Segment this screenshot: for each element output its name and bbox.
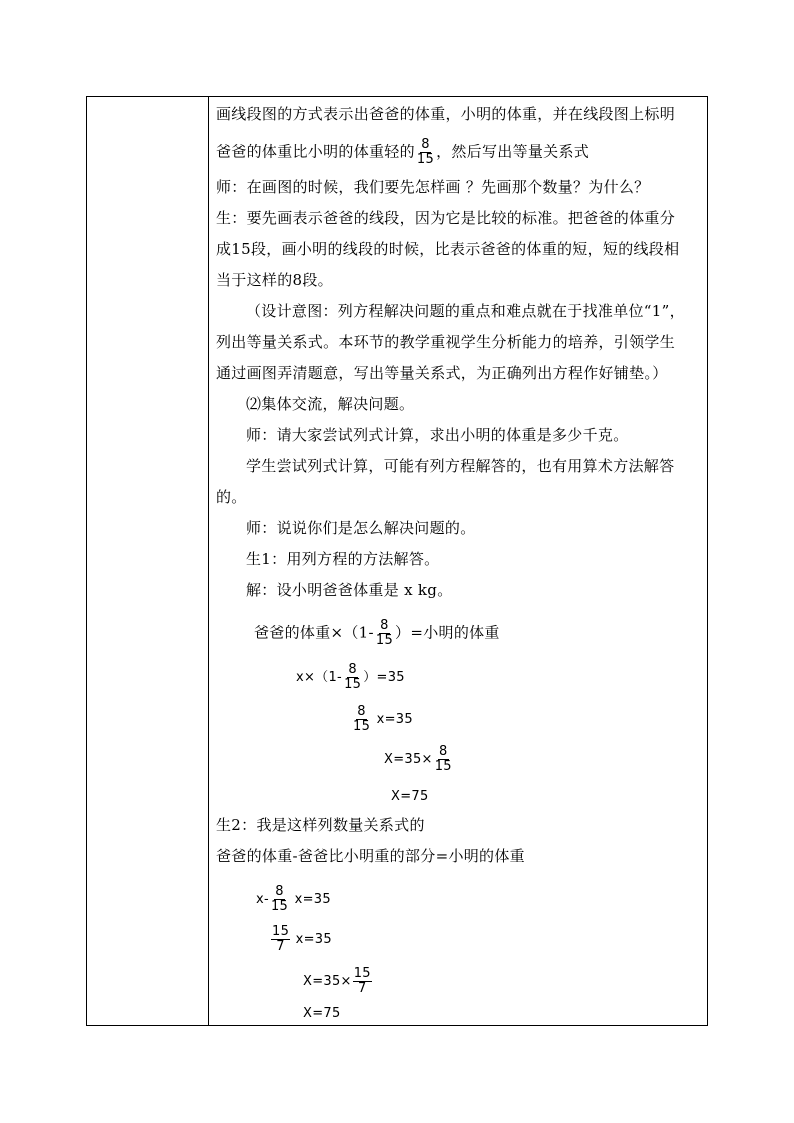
fraction-denominator: 7	[358, 981, 367, 996]
fraction-denominator: 15	[353, 719, 371, 734]
fraction-numerator: 15	[272, 924, 290, 939]
equation-line	[270, 925, 332, 954]
equation-line	[384, 745, 454, 774]
fraction	[352, 705, 371, 734]
equation-text: x=35	[291, 932, 332, 947]
fraction	[434, 745, 453, 774]
text-line: 师：说说你们是怎么解决问题的。	[246, 519, 476, 537]
text-line: 成15段，画小明的线段的时候，比表示爸爸的体重的短，短的线段相	[216, 240, 680, 258]
equation-line: X=75	[391, 789, 429, 804]
text-line: 生2：我是这样列数量关系式的	[216, 816, 425, 834]
fraction-denominator: 15	[375, 633, 394, 648]
fraction-denominator: 15	[434, 759, 452, 774]
equation-line	[351, 705, 413, 734]
equation-text: X=35×	[303, 974, 352, 989]
equation-line	[296, 663, 405, 692]
text-line: 画线段图的方式表示出爸爸的体重，小明的体重，并在线段图上标明	[216, 105, 676, 123]
equation-text: ）=小明的体重	[395, 623, 500, 642]
equation-text: ）=35	[363, 670, 405, 685]
fraction-numerator: 8	[348, 662, 357, 677]
equation-text: x=35	[290, 892, 331, 907]
text-line: 生：要先画表示爸爸的线段，因为它是比较的标准。把爸爸的体重分	[216, 209, 676, 227]
text-line: 列出等量关系式。本环节的教学重视学生分析能力的培养，引领学生	[216, 333, 676, 351]
text-line: 通过画图弄清题意，写出等量关系式，为正确列出方程作好铺垫。）	[216, 364, 668, 382]
equation-line	[256, 885, 331, 914]
fraction-denominator: 15	[344, 677, 362, 692]
text-line: 师：在画图的时候，我们要先怎样画 ？先画那个数量？为什么？	[216, 178, 650, 196]
fraction-numerator: 8	[357, 704, 366, 719]
fraction-denominator: 15	[416, 152, 435, 167]
equation-text: x-	[256, 892, 269, 907]
fraction-numerator: 8	[380, 618, 389, 633]
lesson-content-cell	[87, 97, 707, 1025]
text-line: 的。	[216, 488, 247, 506]
fraction	[375, 619, 394, 648]
fraction-numerator: 8	[439, 744, 448, 759]
text-line	[216, 138, 589, 167]
text-line: 解：设小明爸爸体重是 x kg。	[246, 581, 453, 599]
fraction-numerator: 15	[353, 966, 371, 981]
fraction	[353, 967, 372, 996]
fraction-numerator: 8	[275, 884, 284, 899]
equation-line	[303, 967, 373, 996]
text-line: 生1：用列方程的方法解答。	[246, 550, 440, 568]
equation-text: x=35	[372, 712, 413, 727]
text-segment: 爸爸的体重比小明的体重轻的	[216, 142, 415, 161]
fraction-numerator: 8	[421, 137, 430, 152]
fraction	[416, 138, 435, 167]
text-line: 学生尝试列式计算，可能有列方程解答的，也有用算术方法解答	[246, 457, 675, 475]
text-line: 当于这样的8段。	[216, 271, 333, 289]
equation-line: X=75	[303, 1006, 341, 1021]
text-segment: ，然后写出等量关系式	[436, 142, 590, 161]
equation-text: x×（1-	[296, 670, 343, 685]
lesson-table	[86, 96, 708, 1026]
fraction	[343, 663, 362, 692]
fraction	[270, 885, 289, 914]
text-line: ⑵集体交流，解决问题。	[246, 395, 415, 413]
fraction-denominator: 7	[276, 939, 285, 954]
equation-line	[254, 619, 500, 648]
fraction-denominator: 15	[270, 899, 289, 914]
equation-text: 爸爸的体重×（1-	[254, 623, 374, 642]
fraction	[271, 925, 290, 954]
text-line: 爸爸的体重-爸爸比小明重的部分=小明的体重	[216, 847, 525, 865]
text-line: （设计意图：列方程解决问题的重点和难点就在于找准单位“1”，	[246, 302, 685, 320]
equation-text: X=35×	[384, 752, 433, 767]
text-line: 师：请大家尝试列式计算，求出小明的体重是多少千克。	[246, 426, 629, 444]
